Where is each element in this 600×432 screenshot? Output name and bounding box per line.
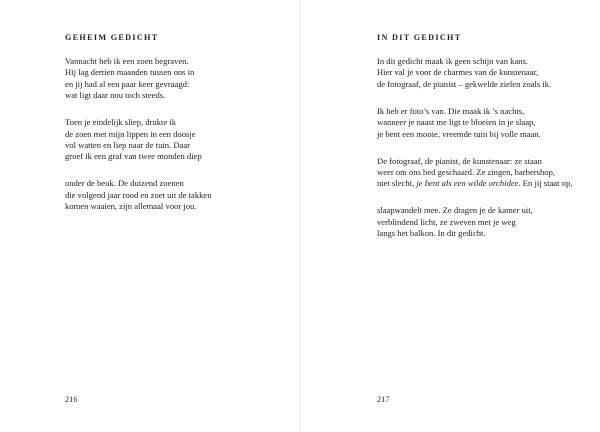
stanza xyxy=(65,178,265,212)
poem-title: GEHEIM GEDICHT xyxy=(65,33,159,42)
poem-line: vol watten en liep naar de tuin. Daar xyxy=(65,140,191,151)
stanza xyxy=(377,205,587,239)
poem-line: onder de beuk. De duizend zoenen xyxy=(65,178,184,189)
stanza xyxy=(65,117,265,163)
poem-line: komen waaien, zijn allemaal voor jou. xyxy=(65,201,197,212)
poem-line: groef ik een graf van twee monden diep xyxy=(65,151,202,162)
poem-line: weer om ons bed geschaard. Ze zingen, barbershop, xyxy=(377,167,556,178)
poem-body xyxy=(377,56,587,255)
poem-line: Hier val je voor de charmes van de kunstenaar, xyxy=(377,67,539,78)
poem-line: In dit gedicht maak ik geen schijn van kans. xyxy=(377,56,529,66)
poem-line: die volgend jaar rood en zoet uit de takken xyxy=(65,189,212,200)
poem-line xyxy=(377,178,587,189)
poem-line: De fotograaf, de pianist, de kunstenaar: ze staan xyxy=(377,155,542,166)
poem-line: Vannacht heb ik een zoen begraven. xyxy=(65,56,189,66)
line-text: niet slecht, xyxy=(377,178,417,189)
poem-line: langs het balkon. In dit gedicht. xyxy=(377,228,486,239)
poem-line: Hij lag dertien maanden tussen ons in xyxy=(65,67,195,78)
stanza xyxy=(377,106,587,140)
stanza xyxy=(65,56,265,102)
poem-line: de fotograaf, de pianist – gekwelde zielen zoals ik. xyxy=(377,78,552,89)
poem-line: wat ligt daar nou toch steeds. xyxy=(65,90,166,101)
poem-line: de zoen met mijn lippen in een doosje xyxy=(65,128,196,139)
stanza xyxy=(377,156,587,190)
poem-line: Ik heb er foto’s van. Die maak ik ’s nachts, xyxy=(377,105,525,116)
poem-line: en jij had al een paar keer gevraagd: xyxy=(65,78,190,89)
italic-phrase: je bent als een wilde orchidee xyxy=(416,178,519,189)
page-number: 216 xyxy=(65,395,78,404)
poem-line: wanneer je naast me ligt te bloeien in je slaap, xyxy=(377,117,536,128)
poem-line: Toen je eindelijk sliep, drukte ik xyxy=(65,117,177,128)
poem-line: je bent een mooie, vreemde tuin bij volle maan. xyxy=(377,128,541,139)
stanza xyxy=(377,56,587,90)
line-text: . En jij staat op, xyxy=(518,178,573,189)
poem-title: IN DIT GEDICHT xyxy=(377,33,462,42)
right-page xyxy=(300,0,600,432)
poem-line: slaapwandelt mee. Ze dragen je de kamer uit, xyxy=(377,205,533,216)
poem-body xyxy=(65,56,265,228)
poem-line: verblindend licht, ze zweven met je weg xyxy=(377,216,516,227)
page-number: 217 xyxy=(377,395,390,404)
